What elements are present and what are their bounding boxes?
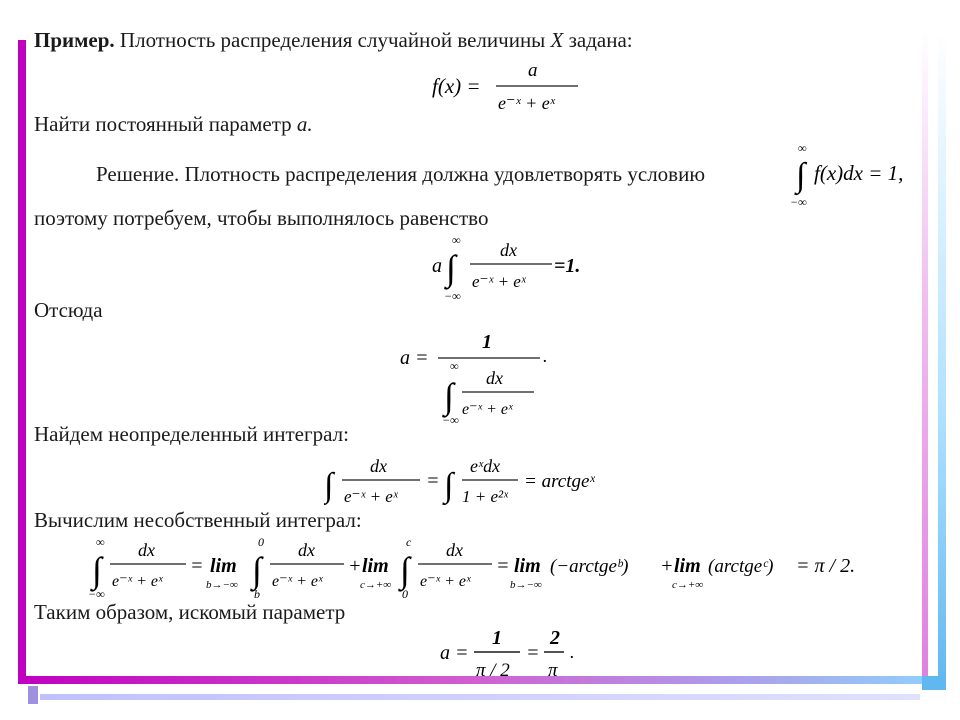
f2-lower-limit: −∞ [444, 289, 461, 302]
f4-denominator2: 1 + e²ˣ [462, 487, 508, 506]
example-label: Пример. [34, 28, 115, 52]
indefinite-integral-formula [324, 452, 624, 510]
f1-lhs: f(x) = [432, 74, 481, 98]
f6-lhs: a = [440, 642, 469, 664]
f5-lower-b: b [254, 587, 260, 600]
f6-num1: 1 [492, 627, 502, 649]
normalization-condition [790, 140, 925, 210]
f1-numerator: a [528, 60, 538, 81]
f5-lim3-sub: b→−∞ [510, 579, 542, 591]
f3-inner-denominator: e⁻ˣ + eˣ [462, 401, 513, 418]
f6-dot: . [570, 642, 575, 662]
integral-sign-3: ∫ [400, 550, 410, 590]
f5-den-b: e⁻ˣ + eˣ [272, 573, 323, 590]
f6-eq: = [526, 642, 540, 664]
f5-result: = π / 2. [796, 555, 856, 577]
frame-corner-block-left [28, 686, 38, 704]
f5-lim2-sub: c→+∞ [360, 579, 392, 591]
f5-eq1: = [190, 555, 204, 577]
f5-upper-0: 0 [258, 535, 264, 549]
f5-plus2: + [660, 555, 674, 577]
f4-numerator2: eˣdx [470, 456, 501, 476]
frame-corner-block [922, 676, 946, 690]
f3-upper-limit: ∞ [450, 359, 459, 373]
cond-lower-limit: −∞ [790, 195, 807, 209]
f6-num2: 2 [550, 627, 560, 649]
integral-sign-2: ∫ [252, 550, 262, 590]
f5-lower-0: 0 [402, 587, 408, 600]
param-a: a. [296, 112, 313, 136]
f3-lower-limit: −∞ [442, 413, 459, 426]
f4-denominator1: e⁻ˣ + eˣ [344, 487, 398, 506]
f5-term1: (−arctgeᵇ) [550, 556, 629, 577]
f2-a: a [432, 255, 442, 277]
integral-sign: ∫ [324, 467, 334, 504]
f5-upper-inf: ∞ [96, 535, 105, 549]
integral-sign: ∫ [796, 157, 806, 194]
f5-lim1: lim [210, 555, 237, 577]
f2-numerator: dx [500, 240, 517, 260]
f5-lim4-sub: c→+∞ [672, 579, 704, 591]
find-parameter-text [34, 114, 313, 135]
frame-bottom-shadow [40, 694, 920, 700]
final-result-formula [440, 624, 590, 680]
integral-sign: ∫ [444, 376, 454, 416]
f5-upper-c: c [406, 535, 412, 549]
f4-equals: = [426, 470, 440, 492]
f2-rhs: =1. [554, 255, 581, 277]
example-text-end: задана: [563, 28, 633, 52]
requirement-text: поэтому потребуем, чтобы выполнялось равенство [34, 206, 489, 230]
f3-dot: . [543, 346, 548, 366]
f5-lim1-sub: b→−∞ [206, 579, 238, 591]
conclusion-text: Таким образом, искомый параметр [34, 600, 346, 624]
improper-heading: Вычислим несобственный интеграл: [34, 508, 362, 532]
f5-den-a: e⁻ˣ + eˣ [112, 573, 163, 590]
f2-denominator: e⁻ˣ + eˣ [472, 272, 526, 291]
f5-lim4: lim [674, 555, 701, 577]
f2-upper-limit: ∞ [452, 233, 461, 247]
example-heading [34, 30, 633, 51]
f4-result: = arctgeˣ [524, 471, 595, 492]
f5-term2: (arctgeᶜ) [708, 556, 774, 577]
f3-inner-numerator: dx [486, 368, 503, 388]
integral-sign: ∫ [92, 550, 102, 590]
f6-den2: π [548, 660, 558, 680]
frame-right-inner-bar [922, 30, 928, 676]
parameter-expression [400, 326, 560, 426]
improper-integral-formula [86, 534, 866, 600]
equality-formula [432, 232, 592, 302]
cond-expression: f(x)dx = 1, [814, 161, 904, 185]
integral-sign: ∫ [446, 248, 456, 288]
indefinite-heading: Найдем неопределенный интеграл: [34, 422, 349, 446]
solution-text: Решение. Плотность распределения должна удовлетворять условию [96, 162, 706, 186]
var-x: X [550, 28, 564, 52]
f5-num-a: dx [138, 540, 155, 560]
f1-denominator: e⁻ˣ + eˣ [498, 93, 555, 113]
find-parameter-label: Найти постоянный параметр [34, 112, 297, 136]
f6-den1: π / 2 [476, 660, 510, 680]
example-text: Плотность распределения случайной величины [114, 28, 551, 52]
f5-num-b: dx [298, 540, 315, 560]
frame-right-bar [938, 30, 946, 684]
f3-numerator: 1 [482, 331, 492, 353]
f5-plus1: + [348, 555, 362, 577]
f5-lim2: lim [362, 555, 389, 577]
hence-text: Отсюда [34, 298, 103, 322]
f4-numerator1: dx [370, 456, 387, 476]
integral-sign-2: ∫ [444, 467, 454, 504]
f5-num-c: dx [446, 540, 463, 560]
density-formula [432, 58, 582, 114]
f5-lim3: lim [514, 555, 541, 577]
frame-left-bar [18, 40, 26, 680]
f5-den-c: e⁻ˣ + eˣ [420, 573, 471, 590]
f5-lower-inf: −∞ [88, 587, 105, 600]
f5-eq2: = [496, 555, 510, 577]
f3-lhs: a = [400, 347, 429, 369]
cond-upper-limit: ∞ [798, 141, 807, 155]
